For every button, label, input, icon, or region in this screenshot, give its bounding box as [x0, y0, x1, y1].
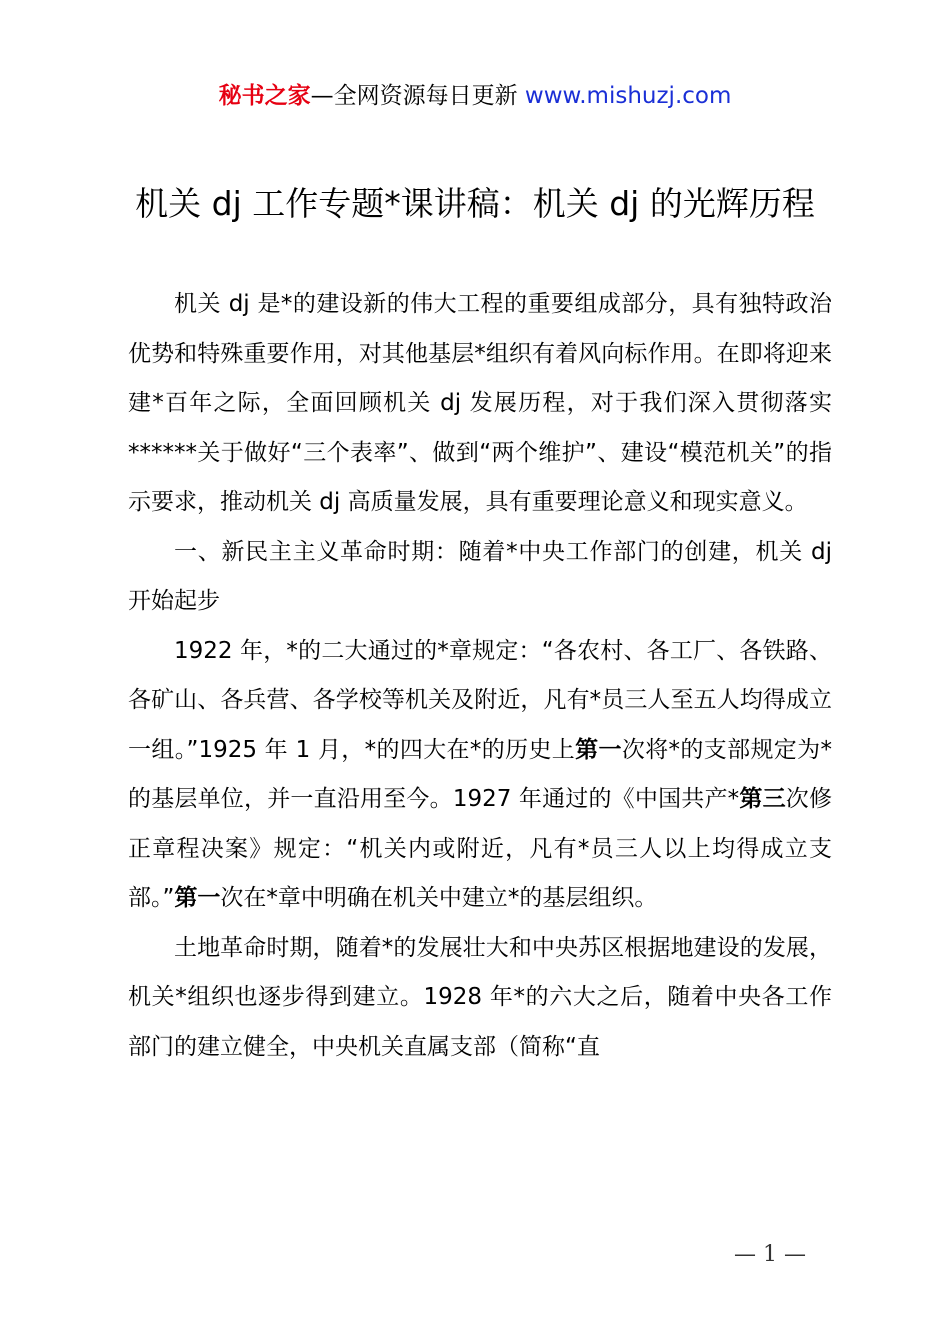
paragraph-text: 机关 dj 是*的建设新的伟大工程的重要组成部分，具有独特政治优势和特殊重要作用，对其他基层*组织有着风向标作用。在即将迎来建*百年之际，全面回顾机关 dj 发展历程，对于我们深入贯彻落实******关于做好“三个表率”、做到“两个维护”、建设“模范机关”的指示要求，推动机关 dj 高质量发展，具有重要理论意义和现实意义。: [128, 291, 832, 515]
paragraph-land-revolution: [128, 924, 832, 1073]
paragraph-text: 次将*的支部规定为*的基层单位，并一直沿用至今。1927 年通过的《中国共产*: [128, 736, 833, 812]
document-title: 机关 dj 工作专题*课讲稿：机关 dj 的光辉历程: [135, 184, 815, 223]
site-banner: [0, 80, 950, 112]
banner-slogan: —全网资源每日更新: [310, 83, 525, 109]
paragraph-text: 土地革命时期，随着*的发展壮大和中央苏区根据地建设的发展，机关*组织也逐步得到建立。1928 年*的六大之后，随着中央各工作部门的建立健全，中央机关直属支部（简称“直: [128, 934, 832, 1060]
site-url-link[interactable]: www.mishuzj.com: [524, 83, 732, 109]
bold-text: 第一: [174, 885, 221, 911]
bold-text: 第一: [575, 736, 622, 763]
paragraph-text: 次修正章程决案》规定：“机关内或附近，凡有*员三人以上均得成立支部。”: [128, 786, 832, 911]
document-body: [128, 280, 832, 1072]
brand-name: 秘书之家: [218, 83, 311, 109]
paragraph-text: 1922 年，*的二大通过的*章规定：“各农村、各工厂、各铁路、各矿山、各兵营、各学校等机关及附近，凡有*员三人至五人均得成立一组。”1925 年 1 月，*的四大在*的历史上: [128, 637, 832, 763]
paragraph-intro: [128, 280, 832, 528]
page-number: — 1 —: [734, 1242, 806, 1267]
paragraph-text: 次在*章中明确在机关中建立*的基层组织。: [220, 885, 658, 911]
section-heading-text: 一、新民主主义革命时期：随着*中央工作部门的创建，机关 dj 开始起步: [128, 538, 832, 614]
paragraph-1922: [128, 627, 832, 924]
section-heading-1: [128, 528, 832, 627]
bold-text: 第三: [739, 786, 786, 812]
